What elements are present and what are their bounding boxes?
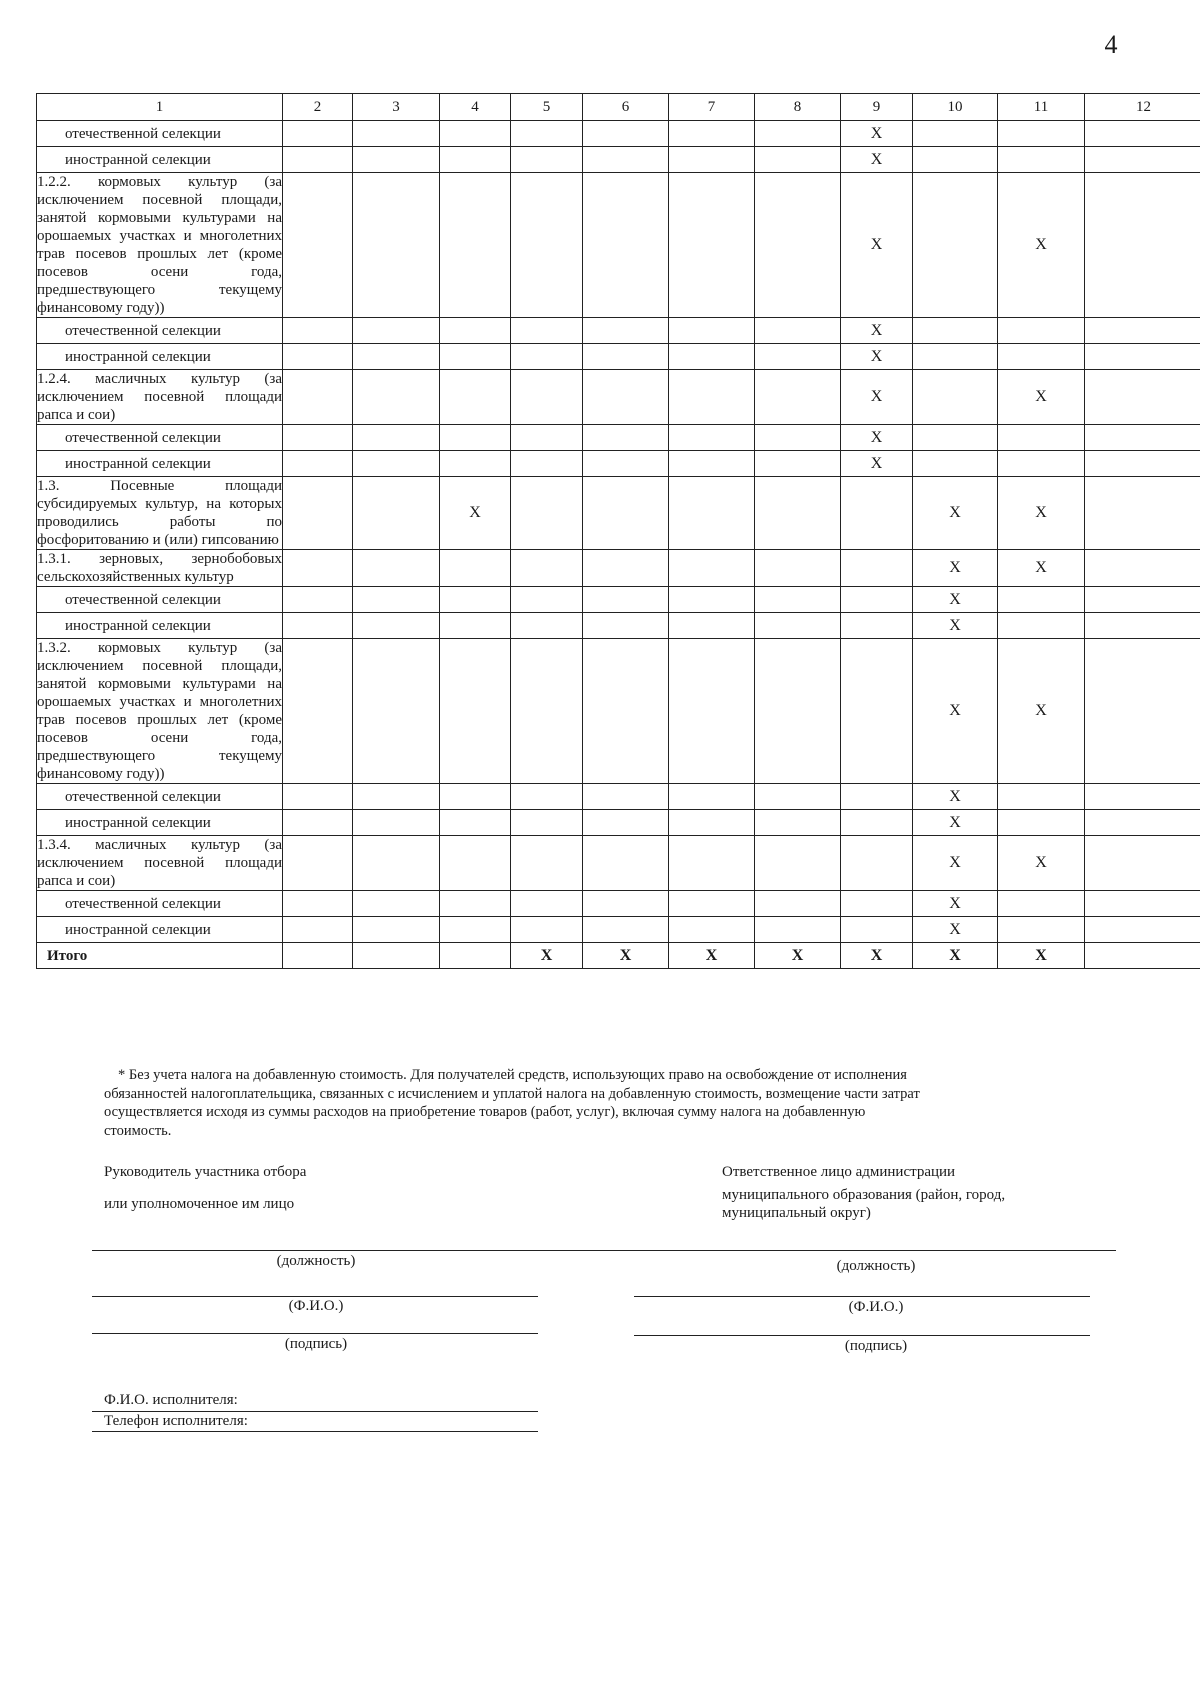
cell-col-10 <box>913 173 998 318</box>
cell-col-4: X <box>440 477 511 550</box>
cell-col-2 <box>283 917 353 943</box>
cell-col-12 <box>1085 784 1200 810</box>
cell-col-7 <box>669 836 755 891</box>
table-row <box>37 344 1200 370</box>
cell-col-12 <box>1085 587 1200 613</box>
cell-col-4 <box>440 943 511 969</box>
cell-col-11 <box>998 784 1085 810</box>
table-row <box>37 784 1200 810</box>
cell-col-6 <box>583 147 669 173</box>
left-signature-line <box>92 1333 538 1334</box>
cell-col-4 <box>440 891 511 917</box>
left-name-caption: (Ф.И.О.) <box>288 1298 344 1314</box>
table-row <box>37 477 1200 550</box>
cell-col-5 <box>511 613 583 639</box>
cell-col-4 <box>440 613 511 639</box>
cell-col-6 <box>583 891 669 917</box>
row-label: 1.2.2. кормовых культур (за исключением посевной площади, занятой кормовыми культурами на орошаемых участках и многолетних трав посевов прошлых лет (кроме посевов осени года, предшествующего текущему финансовому году)) <box>37 174 282 316</box>
column-header: 9 <box>841 94 913 121</box>
cell-col-9 <box>841 784 913 810</box>
column-header: 3 <box>353 94 440 121</box>
cell-col-8: X <box>755 943 841 969</box>
left-position-caption: (должность) <box>276 1253 356 1269</box>
cell-col-2 <box>283 784 353 810</box>
cell-col-12 <box>1085 477 1200 550</box>
cell-col-3 <box>353 810 440 836</box>
row-label: иностранной селекции <box>37 451 283 477</box>
cell-col-8 <box>755 613 841 639</box>
cell-col-11 <box>998 810 1085 836</box>
footnote: * Без учета налога на добавленную стоимость. Для получателей средств, использующих право на освобождение от исполнения обязанностей налогоплательщика, связанных с исчислением и уплатой налога на добавленную стоимость, возмещение части затрат осуществляется исходя из суммы расходов на приобретение товаров (работ, услуг), включая сумму налога на добавленную стоимость. <box>104 1067 920 1139</box>
cell-col-10: X <box>913 639 998 784</box>
cell-col-12 <box>1085 917 1200 943</box>
table-row <box>37 639 1200 784</box>
cell-col-9: X <box>841 344 913 370</box>
executor-phone-line <box>92 1431 538 1432</box>
cell-col-7 <box>669 147 755 173</box>
header-row <box>37 94 1200 121</box>
subsidy-table <box>36 93 1200 969</box>
cell-col-3 <box>353 477 440 550</box>
cell-col-12 <box>1085 370 1200 425</box>
cell-col-8 <box>755 550 841 587</box>
cell-col-6 <box>583 121 669 147</box>
cell-col-2 <box>283 477 353 550</box>
cell-col-11: X <box>998 550 1085 587</box>
cell-col-3 <box>353 318 440 344</box>
cell-col-10 <box>913 425 998 451</box>
cell-col-5 <box>511 917 583 943</box>
cell-col-9 <box>841 613 913 639</box>
cell-col-12 <box>1085 891 1200 917</box>
cell-col-7 <box>669 613 755 639</box>
cell-col-8 <box>755 784 841 810</box>
cell-col-6 <box>583 917 669 943</box>
cell-col-10: X <box>913 550 998 587</box>
cell-col-3 <box>353 451 440 477</box>
cell-col-5 <box>511 587 583 613</box>
table-row <box>37 613 1200 639</box>
cell-col-2 <box>283 370 353 425</box>
row-label: 1.3.2. кормовых культур (за исключением посевной площади, занятой кормовыми культурами на орошаемых участках и многолетних трав посевов прошлых лет (кроме посевов осени года, предшествующего текущему финансовому году)) <box>37 640 282 782</box>
cell-col-2 <box>283 550 353 587</box>
cell-col-5 <box>511 639 583 784</box>
cell-col-4 <box>440 917 511 943</box>
left-signature-caption: (подпись) <box>284 1336 348 1352</box>
cell-col-11: X <box>998 836 1085 891</box>
cell-col-10 <box>913 147 998 173</box>
cell-col-9 <box>841 917 913 943</box>
cell-col-6 <box>583 810 669 836</box>
cell-col-8 <box>755 639 841 784</box>
cell-col-6 <box>583 451 669 477</box>
executor-name-label: Ф.И.О. исполнителя: <box>104 1392 238 1408</box>
cell-col-9 <box>841 891 913 917</box>
cell-col-5 <box>511 370 583 425</box>
cell-col-4 <box>440 451 511 477</box>
cell-col-6 <box>583 173 669 318</box>
cell-col-12 <box>1085 810 1200 836</box>
cell-col-10 <box>913 318 998 344</box>
cell-col-9 <box>841 477 913 550</box>
cell-col-10: X <box>913 613 998 639</box>
cell-col-5 <box>511 477 583 550</box>
row-label: отечественной селекции <box>37 587 283 613</box>
cell-col-8 <box>755 147 841 173</box>
row-label: иностранной селекции <box>37 917 283 943</box>
cell-col-7 <box>669 477 755 550</box>
cell-col-10: X <box>913 477 998 550</box>
cell-col-10: X <box>913 836 998 891</box>
cell-col-10: X <box>913 891 998 917</box>
row-label: отечественной селекции <box>37 784 283 810</box>
cell-col-3 <box>353 550 440 587</box>
cell-col-3 <box>353 891 440 917</box>
cell-col-7 <box>669 173 755 318</box>
cell-col-4 <box>440 784 511 810</box>
table-row <box>37 587 1200 613</box>
cell-col-10: X <box>913 587 998 613</box>
cell-col-7 <box>669 784 755 810</box>
cell-col-9: X <box>841 147 913 173</box>
cell-col-12 <box>1085 550 1200 587</box>
executor-phone-label: Телефон исполнителя: <box>104 1413 248 1429</box>
cell-col-7 <box>669 425 755 451</box>
cell-col-4 <box>440 121 511 147</box>
cell-col-12 <box>1085 613 1200 639</box>
cell-col-8 <box>755 344 841 370</box>
cell-col-11 <box>998 917 1085 943</box>
column-header: 5 <box>511 94 583 121</box>
right-position-caption: (должность) <box>836 1258 916 1274</box>
cell-col-12 <box>1085 639 1200 784</box>
row-label: 1.3. Посевные площади субсидируемых культур, на которых проводились работы по фосфоритованию и (или) гипсованию <box>37 478 282 548</box>
cell-col-8 <box>755 370 841 425</box>
cell-col-7 <box>669 318 755 344</box>
cell-col-2 <box>283 121 353 147</box>
cell-col-5 <box>511 344 583 370</box>
page-number: 4 <box>1104 30 1118 59</box>
cell-col-4 <box>440 318 511 344</box>
cell-col-8 <box>755 425 841 451</box>
cell-col-7 <box>669 121 755 147</box>
cell-col-9: X <box>841 943 913 969</box>
row-label: иностранной селекции <box>37 147 283 173</box>
table-row <box>37 891 1200 917</box>
cell-col-12 <box>1085 173 1200 318</box>
cell-col-2 <box>283 344 353 370</box>
cell-col-11 <box>998 121 1085 147</box>
cell-col-8 <box>755 477 841 550</box>
table-row <box>37 917 1200 943</box>
table-row <box>37 451 1200 477</box>
cell-col-5 <box>511 784 583 810</box>
row-label: иностранной селекции <box>37 810 283 836</box>
cell-col-12 <box>1085 451 1200 477</box>
cell-col-7 <box>669 344 755 370</box>
cell-col-3 <box>353 836 440 891</box>
cell-col-10 <box>913 451 998 477</box>
cell-col-8 <box>755 173 841 318</box>
cell-col-3 <box>353 121 440 147</box>
cell-col-9: X <box>841 425 913 451</box>
cell-col-8 <box>755 917 841 943</box>
cell-col-10: X <box>913 943 998 969</box>
cell-col-4 <box>440 370 511 425</box>
cell-col-5 <box>511 891 583 917</box>
cell-col-12 <box>1085 318 1200 344</box>
cell-col-11: X <box>998 173 1085 318</box>
cell-col-11: X <box>998 370 1085 425</box>
cell-col-4 <box>440 173 511 318</box>
cell-col-3 <box>353 425 440 451</box>
cell-col-12 <box>1085 836 1200 891</box>
cell-col-11 <box>998 318 1085 344</box>
left-signer-title-line1: Руководитель участника отбора <box>104 1164 307 1180</box>
cell-col-11: X <box>998 477 1085 550</box>
cell-col-7 <box>669 370 755 425</box>
cell-col-7 <box>669 550 755 587</box>
cell-col-5 <box>511 173 583 318</box>
cell-col-11 <box>998 344 1085 370</box>
cell-col-2 <box>283 891 353 917</box>
cell-col-6 <box>583 370 669 425</box>
cell-col-8 <box>755 587 841 613</box>
row-label: Итого <box>37 943 283 969</box>
cell-col-7 <box>669 451 755 477</box>
cell-col-4 <box>440 550 511 587</box>
cell-col-6 <box>583 784 669 810</box>
cell-col-3 <box>353 173 440 318</box>
row-label: отечественной селекции <box>37 318 283 344</box>
cell-col-4 <box>440 810 511 836</box>
row-label: отечественной селекции <box>37 121 283 147</box>
cell-col-6 <box>583 613 669 639</box>
cell-col-12 <box>1085 425 1200 451</box>
cell-col-12 <box>1085 121 1200 147</box>
table-row <box>37 943 1200 969</box>
cell-col-5 <box>511 550 583 587</box>
cell-col-4 <box>440 344 511 370</box>
cell-col-8 <box>755 810 841 836</box>
cell-col-2 <box>283 810 353 836</box>
cell-col-5 <box>511 810 583 836</box>
cell-col-6 <box>583 318 669 344</box>
cell-col-12 <box>1085 344 1200 370</box>
column-header: 7 <box>669 94 755 121</box>
row-label: иностранной селекции <box>37 344 283 370</box>
cell-col-10 <box>913 121 998 147</box>
cell-col-7 <box>669 917 755 943</box>
cell-col-3 <box>353 943 440 969</box>
column-header: 8 <box>755 94 841 121</box>
cell-col-4 <box>440 425 511 451</box>
column-header: 11 <box>998 94 1085 121</box>
cell-col-3 <box>353 370 440 425</box>
cell-col-10: X <box>913 917 998 943</box>
column-header: 4 <box>440 94 511 121</box>
column-header: 1 <box>37 94 283 121</box>
right-signature-caption: (подпись) <box>844 1338 908 1354</box>
cell-col-9: X <box>841 318 913 344</box>
cell-col-10 <box>913 370 998 425</box>
cell-col-11 <box>998 147 1085 173</box>
cell-col-4 <box>440 639 511 784</box>
cell-col-5 <box>511 425 583 451</box>
table-row <box>37 370 1200 425</box>
cell-col-4 <box>440 836 511 891</box>
cell-col-11 <box>998 587 1085 613</box>
cell-col-6 <box>583 550 669 587</box>
cell-col-5: X <box>511 943 583 969</box>
cell-col-6 <box>583 425 669 451</box>
cell-col-10: X <box>913 810 998 836</box>
column-header: 2 <box>283 94 353 121</box>
cell-col-6 <box>583 477 669 550</box>
table-row <box>37 318 1200 344</box>
cell-col-8 <box>755 318 841 344</box>
table-row <box>37 173 1200 318</box>
cell-col-7: X <box>669 943 755 969</box>
right-signer-title-line2: муниципального образования (район, город, <box>722 1187 1006 1203</box>
cell-col-11: X <box>998 943 1085 969</box>
table-row <box>37 425 1200 451</box>
executor-name-line <box>92 1411 538 1412</box>
cell-col-10: X <box>913 784 998 810</box>
cell-col-7 <box>669 810 755 836</box>
table-row <box>37 810 1200 836</box>
cell-col-7 <box>669 891 755 917</box>
cell-col-3 <box>353 344 440 370</box>
table-row <box>37 147 1200 173</box>
cell-col-2 <box>283 173 353 318</box>
cell-col-9 <box>841 810 913 836</box>
cell-col-3 <box>353 784 440 810</box>
cell-col-2 <box>283 836 353 891</box>
cell-col-3 <box>353 147 440 173</box>
cell-col-6: X <box>583 943 669 969</box>
cell-col-6 <box>583 587 669 613</box>
cell-col-2 <box>283 425 353 451</box>
cell-col-2 <box>283 587 353 613</box>
column-header: 6 <box>583 94 669 121</box>
cell-col-3 <box>353 639 440 784</box>
cell-col-3 <box>353 587 440 613</box>
cell-col-8 <box>755 836 841 891</box>
cell-col-6 <box>583 639 669 784</box>
cell-col-11 <box>998 425 1085 451</box>
cell-col-11 <box>998 891 1085 917</box>
right-signer-title-line3: муниципальный округ) <box>722 1205 871 1221</box>
cell-col-9: X <box>841 173 913 318</box>
cell-col-11 <box>998 451 1085 477</box>
cell-col-10 <box>913 344 998 370</box>
cell-col-8 <box>755 451 841 477</box>
column-header: 12 <box>1085 94 1200 121</box>
cell-col-12 <box>1085 147 1200 173</box>
cell-col-4 <box>440 147 511 173</box>
cell-col-7 <box>669 639 755 784</box>
cell-col-12 <box>1085 943 1200 969</box>
cell-col-8 <box>755 121 841 147</box>
table-row <box>37 836 1200 891</box>
cell-col-8 <box>755 891 841 917</box>
cell-col-11 <box>998 613 1085 639</box>
cell-col-9 <box>841 550 913 587</box>
cell-col-5 <box>511 121 583 147</box>
column-header: 10 <box>913 94 998 121</box>
right-name-caption: (Ф.И.О.) <box>848 1299 904 1315</box>
cell-col-6 <box>583 344 669 370</box>
right-signature-line <box>634 1335 1090 1336</box>
cell-col-4 <box>440 587 511 613</box>
table-row <box>37 550 1200 587</box>
cell-col-2 <box>283 318 353 344</box>
cell-col-5 <box>511 451 583 477</box>
row-label: 1.2.4. масличных культур (за исключением посевной площади рапса и сои) <box>37 371 282 423</box>
cell-col-5 <box>511 836 583 891</box>
cell-col-9 <box>841 836 913 891</box>
table-row <box>37 121 1200 147</box>
cell-col-5 <box>511 318 583 344</box>
cell-col-3 <box>353 917 440 943</box>
cell-col-6 <box>583 836 669 891</box>
left-name-line <box>92 1296 538 1297</box>
cell-col-2 <box>283 943 353 969</box>
cell-col-9: X <box>841 121 913 147</box>
row-label: 1.3.4. масличных культур (за исключением посевной площади рапса и сои) <box>37 837 282 889</box>
cell-col-9 <box>841 587 913 613</box>
right-signer-title-line1: Ответственное лицо администрации <box>722 1164 956 1180</box>
cell-col-2 <box>283 613 353 639</box>
row-label: отечественной селекции <box>37 425 283 451</box>
position-line <box>92 1250 1116 1251</box>
cell-col-11: X <box>998 639 1085 784</box>
cell-col-9 <box>841 639 913 784</box>
cell-col-9: X <box>841 451 913 477</box>
cell-col-5 <box>511 147 583 173</box>
cell-col-7 <box>669 587 755 613</box>
left-signer-title-line2: или уполномоченное им лицо <box>104 1196 295 1212</box>
cell-col-9: X <box>841 370 913 425</box>
right-name-line <box>634 1296 1090 1297</box>
row-label: иностранной селекции <box>37 613 283 639</box>
cell-col-2 <box>283 639 353 784</box>
cell-col-2 <box>283 147 353 173</box>
cell-col-3 <box>353 613 440 639</box>
row-label: отечественной селекции <box>37 891 283 917</box>
cell-col-2 <box>283 451 353 477</box>
row-label: 1.3.1. зерновых, зернобобовых сельскохозяйственных культур <box>37 551 282 585</box>
table-body <box>37 121 1200 969</box>
